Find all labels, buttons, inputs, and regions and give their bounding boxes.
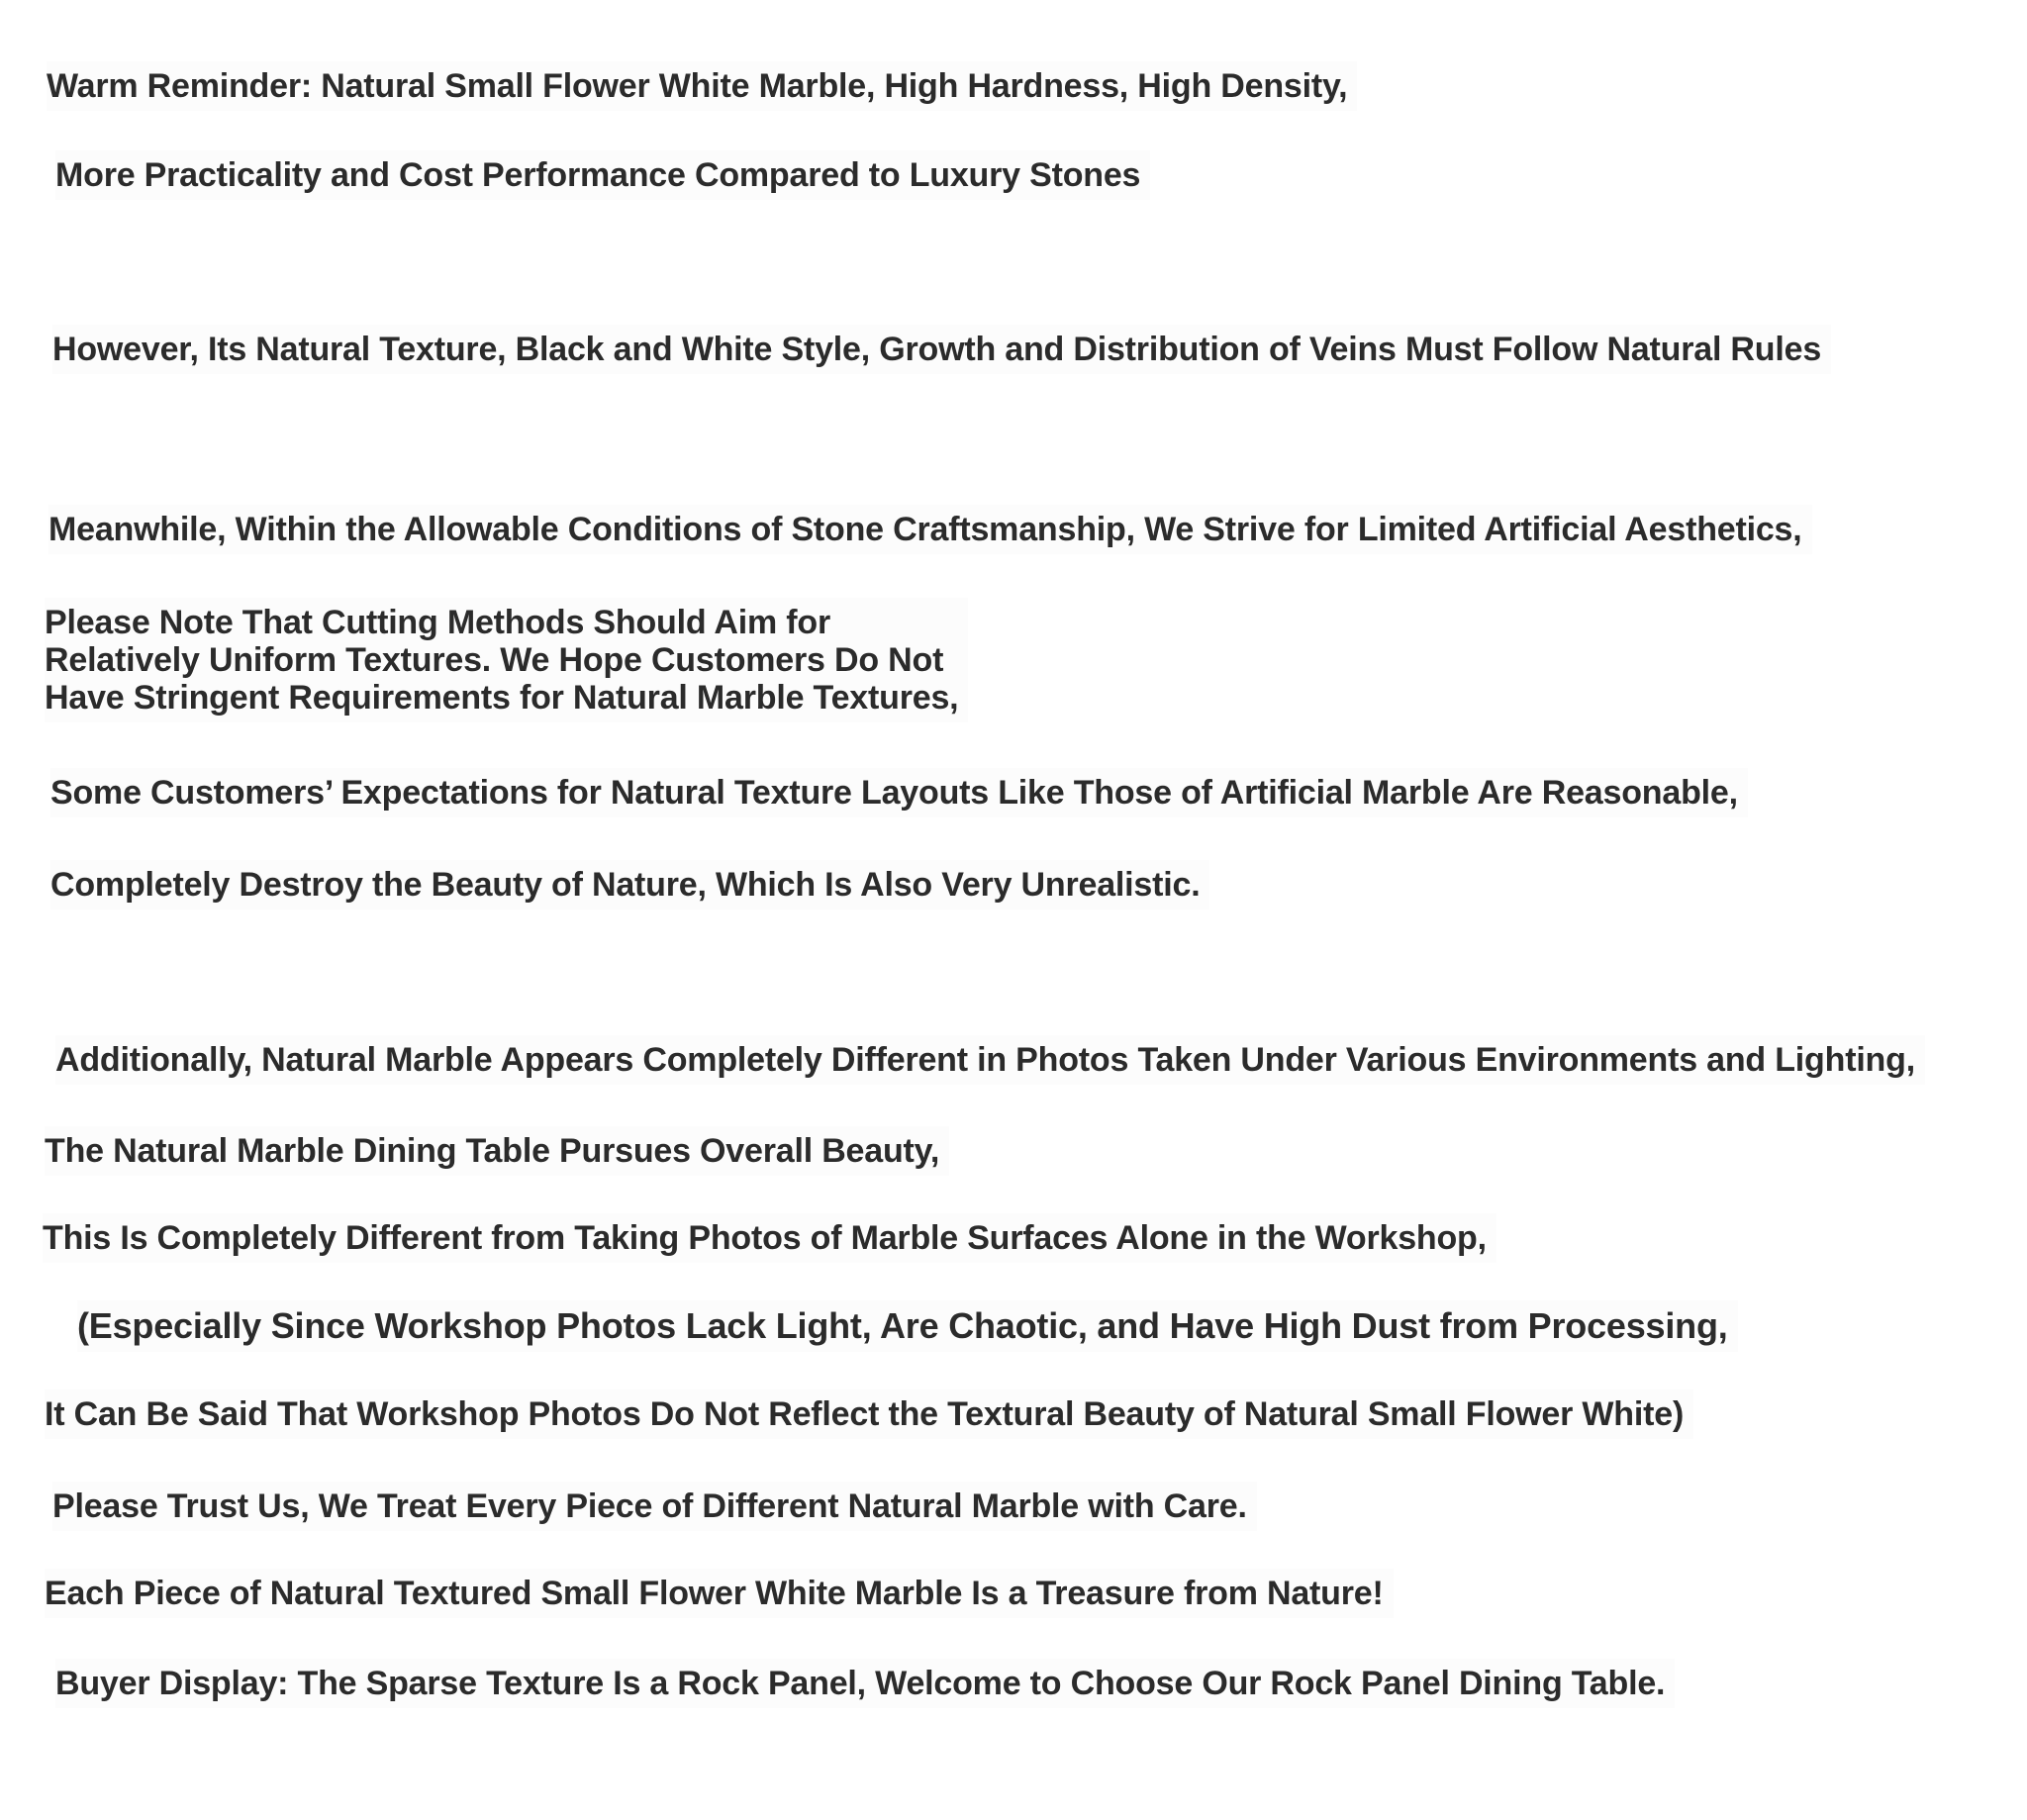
notice-line-5: Please Note That Cutting Methods Should Aim for — [45, 604, 831, 641]
notice-line-6: Relatively Uniform Textures. We Hope Customers Do Not — [45, 641, 944, 679]
notice-line-4: Meanwhile, Within the Allowable Conditions of Stone Craftsmanship, We Strive for Limited Artificial Aesthetics, — [48, 505, 1812, 554]
notice-line-9: Completely Destroy the Beauty of Nature, Which Is Also Very Unrealistic. — [50, 860, 1209, 910]
notice-line-17: Buyer Display: The Sparse Texture Is a Rock Panel, Welcome to Choose Our Rock Panel Dining Table. — [55, 1659, 1675, 1708]
notice-line-10: Additionally, Natural Marble Appears Completely Different in Photos Taken Under Various Environments and Lighting, — [55, 1035, 1925, 1085]
notice-line-7: Have Stringent Requirements for Natural Marble Textures, — [45, 679, 959, 717]
notice-line-2: More Practicality and Cost Performance Compared to Luxury Stones — [55, 150, 1150, 200]
notice-line-1: Warm Reminder: Natural Small Flower White Marble, High Hardness, High Density, — [47, 61, 1357, 111]
notice-line-3: However, Its Natural Texture, Black and White Style, Growth and Distribution of Veins Must Follow Natural Rules — [52, 325, 1831, 374]
notice-line-12: This Is Completely Different from Taking Photos of Marble Surfaces Alone in the Workshop, — [43, 1213, 1496, 1263]
notice-line-15: Please Trust Us, We Treat Every Piece of Different Natural Marble with Care. — [52, 1482, 1257, 1531]
notice-paragraph-cutting — [45, 598, 968, 722]
notice-line-13: (Especially Since Workshop Photos Lack Light, Are Chaotic, and Have High Dust from Processing, — [77, 1300, 1738, 1352]
notice-line-11: The Natural Marble Dining Table Pursues Overall Beauty, — [45, 1126, 949, 1176]
notice-line-8: Some Customers’ Expectations for Natural Texture Layouts Like Those of Artificial Marble Are Reasonable, — [50, 768, 1748, 817]
notice-line-16: Each Piece of Natural Textured Small Flower White Marble Is a Treasure from Nature! — [45, 1569, 1394, 1618]
notice-line-14: It Can Be Said That Workshop Photos Do Not Reflect the Textural Beauty of Natural Small Flower White) — [45, 1389, 1693, 1439]
